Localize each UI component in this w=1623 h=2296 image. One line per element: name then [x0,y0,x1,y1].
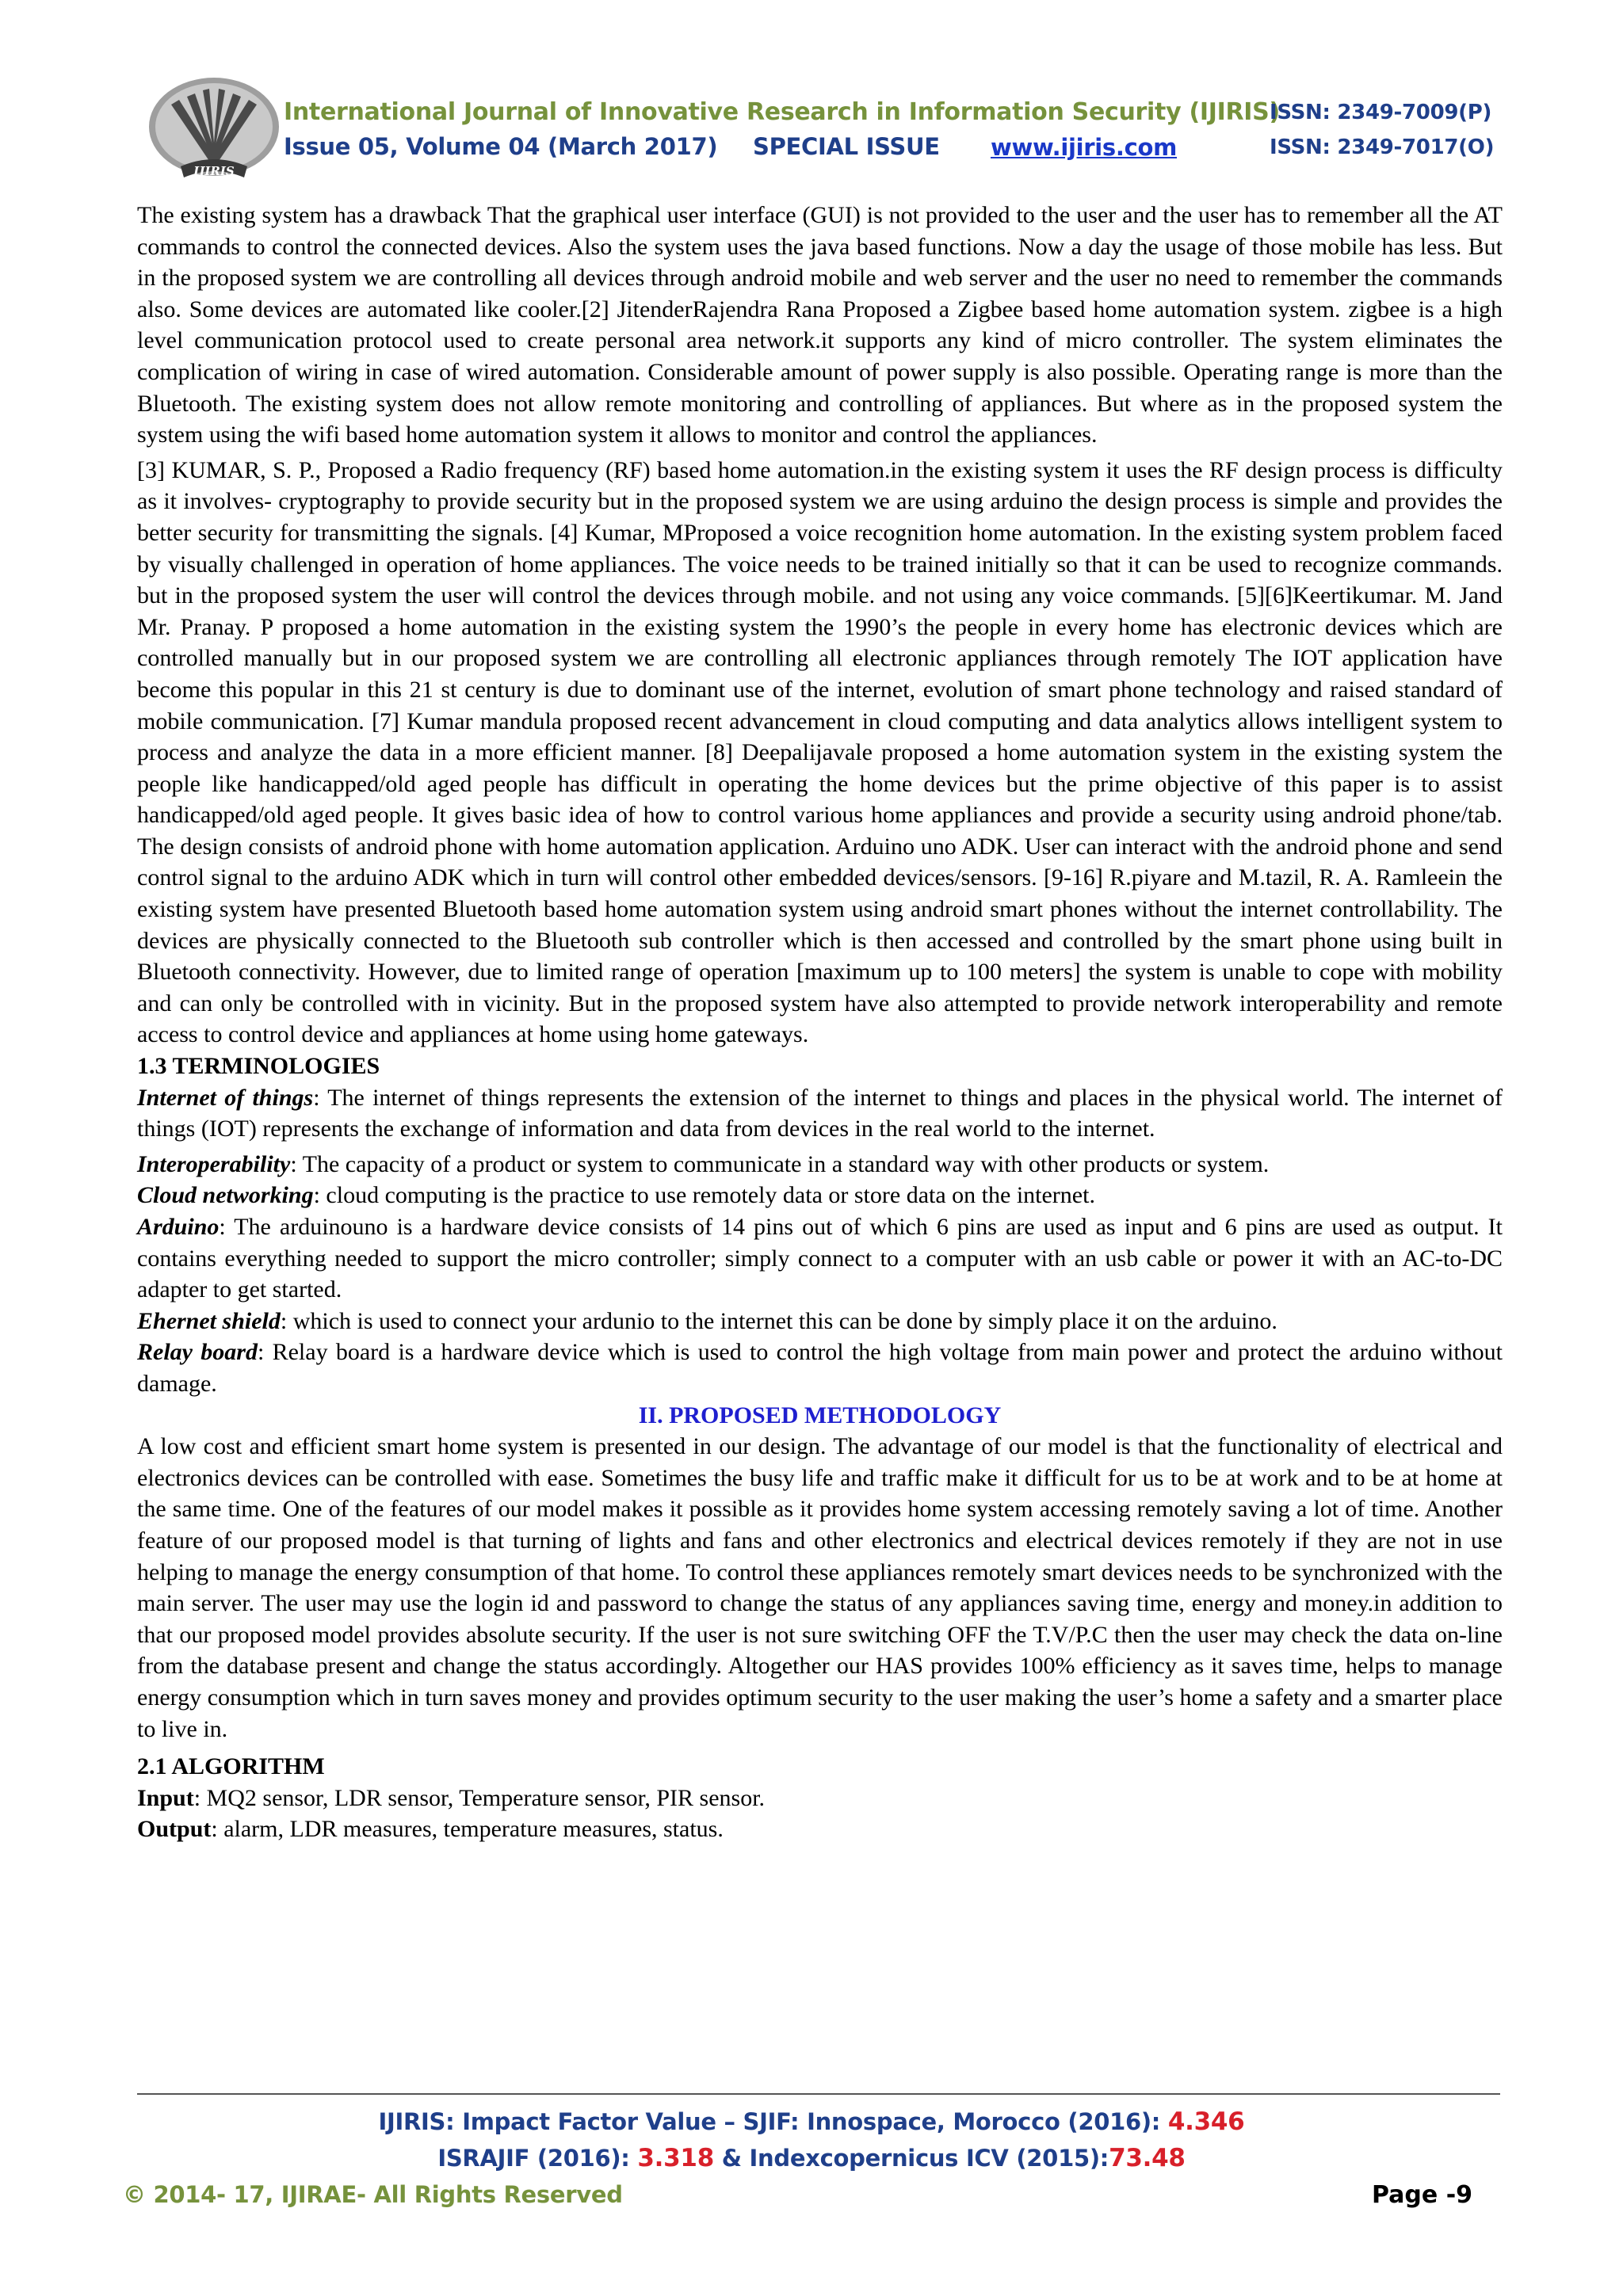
term-separator: : [280,1307,288,1334]
output-label: Output [137,1816,212,1843]
term-separator: : [219,1214,226,1240]
section-heading-proposed-methodology: II. PROPOSED METHODOLOGY [638,1402,1002,1428]
algorithm-input [137,1783,1503,1814]
paragraph-existing-system: The existing system has a drawback That the graphical user interface (GUI) is not provided to the user and the user has to remember all the AT commands to control the connected devices. Also the system uses the java based functions. Now a day the usage of those mobile has less. But in the proposed system we are controlling all devices through android mobile and web server and the user no need to remember the commands also. Some devices are automated like cooler.[2] JitenderRajendra Rana Proposed a Zigbee based home automation system. zigbee is a high level communication protocol used to create personal area network.it supports any kind of micro controller. The system eliminates the complication of wiring in case of wired automation. Considerable amount of power supply is also possible. Operating range is more than the Bluetooth. The existing system does not allow remote monitoring and controlling of appliances. But where as in the proposed system the system using the wifi based home automation system it allows to monitor and control the appliances. [137,202,1503,448]
footer-copyright: © 2014- 17, IJIRAE- All Rights Reserved [123,2181,623,2208]
term-internet-of-things [137,1082,1503,1145]
journal-title: International Journal of Innovative Research in Information Security (IJIRIS) [284,98,1280,126]
term-description: The capacity of a product or system to communicate in a standard way with other products or system. [296,1150,1270,1177]
term-relay-board [137,1337,1503,1399]
term-description: The arduinouno is a hardware device consists of 14 pins out of which 6 pins are used as input and 6 pins are used as output. It contains everything needed to support the micro controller; simply connect to a computer with an usb cable or power it with an AC-to-DC adapter to get started. [137,1214,1503,1303]
ijiris-logo-icon [143,73,285,192]
website-link[interactable]: www.ijiris.com [991,134,1178,161]
term-description: cloud computing is the practice to use remotely data or store data on the internet. [319,1182,1095,1209]
issue-info: Issue 05, Volume 04 (March 2017) [284,133,718,160]
issn-online: ISSN: 2349-7017(O) [1270,135,1495,159]
term-separator: : [257,1339,265,1366]
section-heading-terminologies: 1.3 TERMINOLOGIES [137,1053,380,1080]
term-cloud-networking [137,1180,1503,1211]
term-ethernet-shield [137,1306,1503,1337]
term-label: Relay board [137,1339,258,1366]
footer-impact-factor [0,2107,1623,2136]
article-body [137,200,1503,1845]
term-description: which is used to connect your ardunio to the internet this can be done by simply place it on the arduino. [287,1307,1277,1334]
term-label: Ehernet shield [137,1307,281,1334]
algorithm-output [137,1814,1503,1845]
output-text: : alarm, LDR measures, temperature measures, status. [211,1816,724,1843]
term-description: Relay board is a hardware device which is used to control the high voltage from main power and protect the arduino without damage. [137,1339,1503,1397]
term-label: Arduino [137,1214,220,1240]
term-separator: : [290,1150,297,1177]
page-number: Page -9 [1372,2181,1473,2209]
footer-israjif-text: ISRAJIF (2016): [437,2145,638,2172]
special-issue-label: SPECIAL ISSUE [753,133,940,160]
footer-impact-value: 4.346 [1167,2107,1245,2136]
input-label: Input [137,1784,194,1811]
footer-icv-text: & Indexcopernicus ICV (2015): [713,2145,1109,2172]
term-separator: : [313,1182,320,1209]
term-interoperability [137,1149,1503,1180]
paragraph-methodology: A low cost and efficient smart home system is presented in our design. The advantage of our model is that the functionality of electrical and electronics devices can be controlled with ease. Sometimes the busy life and traffic make it difficult for us to be at work and to be at home at the same time. One of the features of our model makes it possible as it provides home system accessing remotely saving a lot of time. Another feature of our proposed model is that turning of lights and fans and other electronics and electrical devices remotely if they are not in use helping to manage the energy consumption of that home. To control these appliances remotely smart devices needs to be synchronized with the main server. The user may use the login id and password to change the status of any appliances saving time, energy and money.in addition to that our proposed model provides absolute security. If the user is not sure switching OFF the T.V/P.C then the user may check the data on-line from the database present and change the status accordingly. Altogether our HAS provides 100% efficiency as it saves time, helps to manage energy consumption which in turn saves money and provides optimum security to the user making the user’s home a safety and a smarter place to live in. [137,1433,1503,1742]
term-description: The internet of things represents the extension of the internet to things and places in the physical world. The internet of things (IOT) represents the exchange of information and data from devices in the real world to the internet. [137,1084,1503,1142]
section-heading-algorithm: 2.1 ALGORITHM [137,1753,325,1780]
paragraph-related-work: [3] KUMAR, S. P., Proposed a Radio frequency (RF) based home automation.in the existing system it uses the RF design process is difficulty as it involves- cryptography to provide security but in the proposed system we are using arduino the design process is simple and provides the better security for transmitting the signals. [4] Kumar, MProposed a voice recognition home automation. In the existing system problem faced by visually challenged in operation of home appliances. The voice needs to be trained initially so that it can be used to recognize commands. but in the proposed system the user will control the devices through mobile. and not using any voice commands. [5][6]Keertikumar. M. Jand Mr. Pranay. P proposed a home automation in the existing system the 1990’s the people in every home has electronic devices which are controlled manually but in our proposed system we are controlling all electronic appliances through remotely The IOT application have become this popular in this 21 st century is due to dominant use of the internet, evolution of smart phone technology and raised standard of mobile communication. [7] Kumar mandula proposed recent advancement in cloud computing and data analytics allows intelligent system to process and analyze the data in a more efficient manner. [8] Deepalijavale proposed a home automation system in the existing system the people like handicapped/old aged people has difficult in operating the home devices but the prime objective of this paper is to assist handicapped/old aged people. It gives basic idea of how to control various home appliances and provide a security using android phone/tab. The design consists of android phone with home automation application. Arduino uno ADK. User can interact with the android phone and send control signal to the arduino ADK which in turn will control other embedded devices/sensors. [9-16] R.piyare and M.tazil, R. A. Ramleein the existing system have presented Bluetooth based home automation system using android smart phones without the internet controllability. The devices are physically connected to the Bluetooth sub controller which is then accessed and controlled by the smart phone using built in Bluetooth connectivity. However, due to limited range of operation [maximum up to 100 meters] the system is unable to cope with mobility and can only be controlled with in vicinity. But in the proposed system have also attempted to provide network interoperability and remote access to control device and appliances at home using home gateways. [137,456,1503,1048]
input-text: : MQ2 sensor, LDR sensor, Temperature sensor, PIR sensor. [193,1784,766,1811]
footer-index-values [0,2144,1623,2172]
issn-print: ISSN: 2349-7009(P) [1270,101,1492,124]
term-arduino [137,1211,1503,1306]
footer-divider [137,2093,1500,2095]
logo-text: IJIRIS [193,164,235,178]
footer-impact-text: IJIRIS: Impact Factor Value – SJIF: Innospace, Morocco (2016): [378,2108,1168,2135]
term-separator: : [313,1084,320,1111]
footer-icv-value: 73.48 [1109,2144,1186,2172]
term-label: Cloud networking [137,1182,314,1209]
footer-israjif-value: 3.318 [637,2144,714,2172]
term-label: Internet of things [137,1084,314,1111]
term-label: Interoperability [137,1150,291,1177]
